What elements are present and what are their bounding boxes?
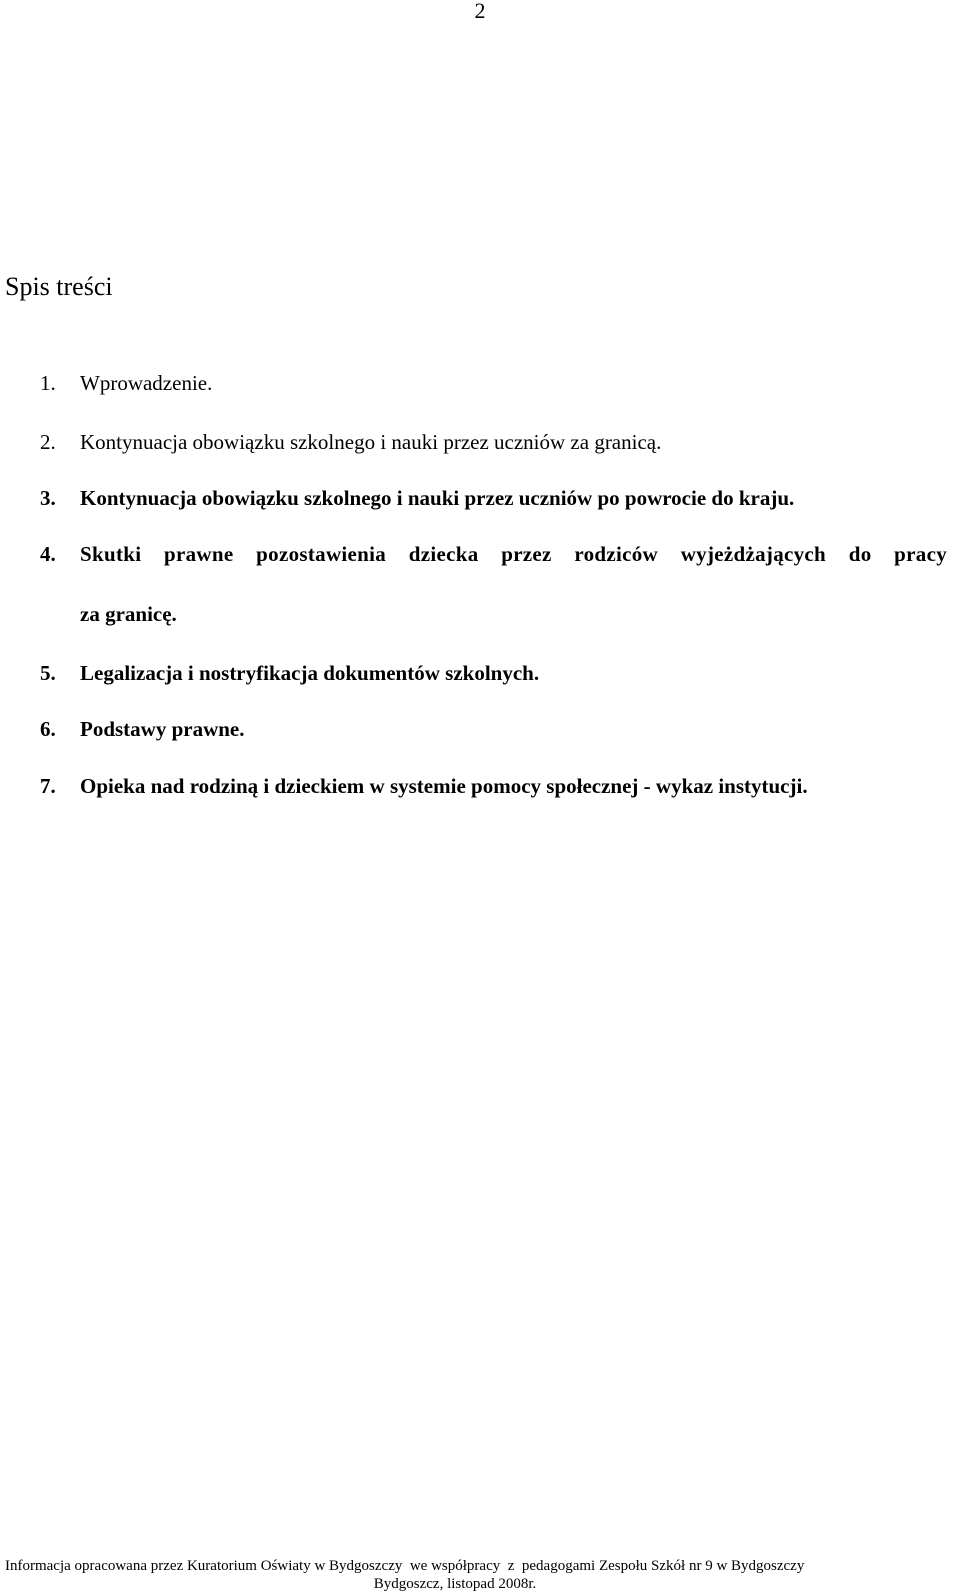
toc-item-number: 2. bbox=[40, 430, 56, 454]
toc-item-number: 1. bbox=[40, 371, 56, 395]
toc-item-number: 3. bbox=[40, 486, 56, 510]
toc-item-text: Kontynuacja obowiązku szkolnego i nauki przez uczniów za granicą. bbox=[80, 430, 662, 454]
toc-title: Spis treści bbox=[5, 272, 113, 301]
toc-item-text: Kontynuacja obowiązku szkolnego i nauki przez uczniów po powrocie do kraju. bbox=[80, 486, 795, 510]
toc-item-text: Wprowadzenie. bbox=[80, 371, 213, 395]
toc-item-text: Legalizacja i nostryfikacja dokumentów szkolnych. bbox=[80, 661, 540, 685]
toc-item-number: 7. bbox=[40, 774, 56, 798]
footer-date: Bydgoszcz, listopad 2008r. bbox=[373, 1576, 537, 1592]
toc-item-text: Opieka nad rodziną i dzieckiem w systemie pomocy społecznej - wykaz instytucji. bbox=[80, 774, 808, 798]
toc-item-number: 4. bbox=[40, 542, 56, 566]
toc-item-4[interactable] bbox=[0, 541, 960, 631]
toc-item-text-continuation: za granicę. bbox=[80, 602, 177, 626]
toc-item-text: Podstawy prawne. bbox=[80, 717, 245, 741]
toc-item-text-wrapper bbox=[80, 541, 947, 567]
toc-item-text: Skutki prawne pozostawienia dziecka przez rodziców wyjeżdżających do pracy bbox=[80, 542, 947, 566]
toc-item-number: 6. bbox=[40, 717, 56, 741]
toc-item-number: 5. bbox=[40, 661, 56, 685]
footer-attribution: Informacja opracowana przez Kuratorium Oświaty w Bydgoszczy we współpracy z pedagogami Zespołu Szkół nr 9 w Bydgoszczy bbox=[5, 1558, 805, 1574]
page-number: 2 bbox=[474, 0, 486, 23]
